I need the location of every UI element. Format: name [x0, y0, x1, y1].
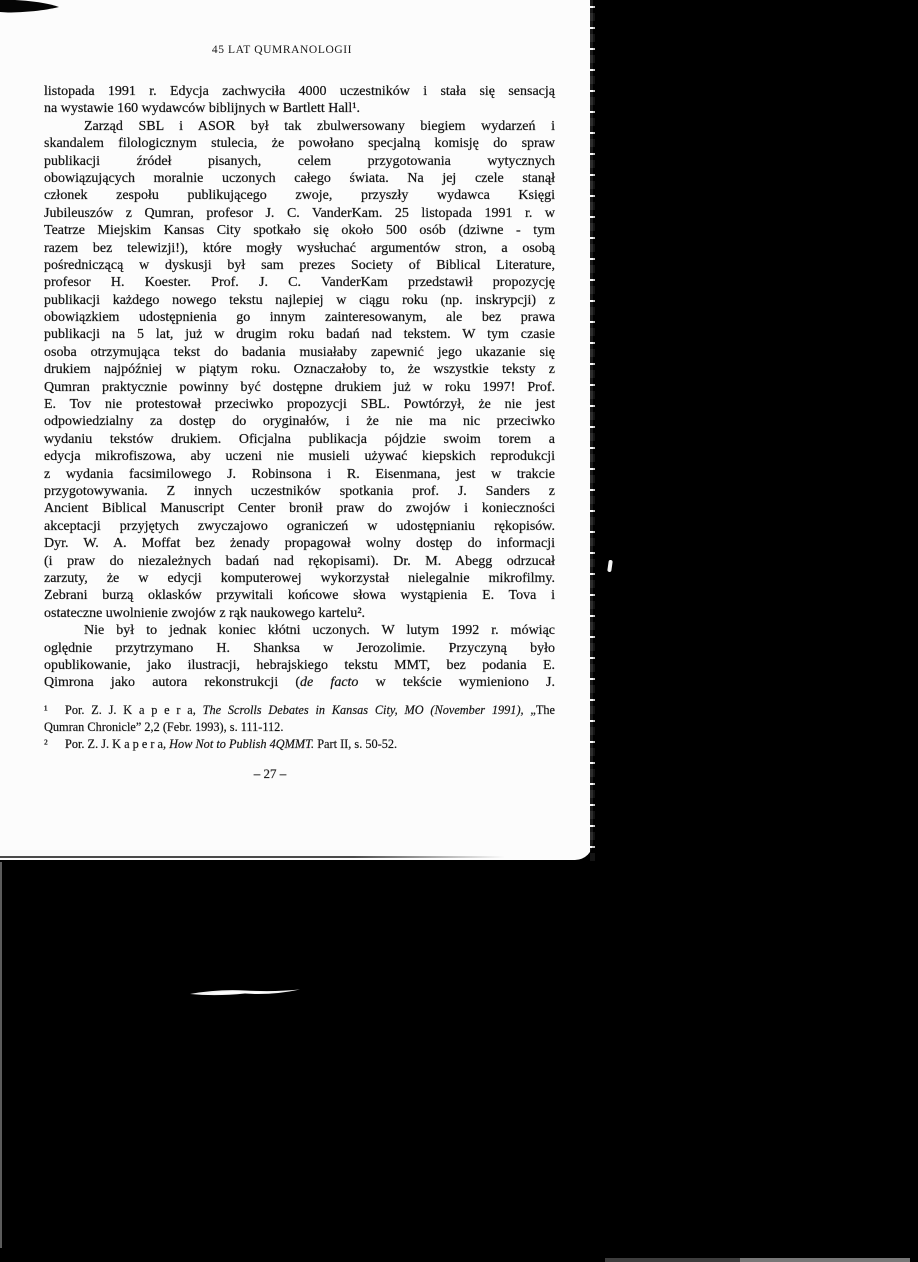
scan-artifact-left-edge-line — [0, 862, 2, 1248]
text-line: publikacji na 5 lat, już w drugim roku badań nad tekstem. W tym czasie — [44, 327, 555, 343]
text-line: skandalem filologicznym stulecia, że powołano specjalną komisję do spraw — [44, 136, 555, 152]
text-line: ostateczne uwolnienie zwojów z rąk naukowego kartelu². — [44, 605, 366, 621]
text-line: Qimrona jako autora rekonstrukcji (de facto w tekście wymieniono J. — [44, 675, 555, 691]
text-line: Zarząd SBL i ASOR był tak zbulwersowany biegiem wydarzeń i — [84, 118, 555, 134]
text-line: Zebrani burzą oklasków przywitali końcowe słowa wystąpienia E. Tova i — [44, 588, 555, 604]
text-line: Qumran praktycznie powinny być dostępne drukiem już w roku 1997! Prof. — [44, 379, 555, 395]
footnotes — [44, 703, 555, 754]
text-line: edycja mikrofiszowa, aby uczeni nie musieli używać kiepskich reprodukcji — [44, 449, 555, 465]
text-line: z wydania facsimilowego J. Robinsona i R. Eisenmana, jest w trakcie — [44, 466, 555, 482]
text-line: profesor H. Koester. Prof. J. C. VanderKam przedstawił propozycję — [44, 275, 555, 291]
text-line: na wystawie 160 wydawców biblijnych w Bartlett Hall¹. — [44, 101, 361, 117]
scan-artifact-bottom-strip-dark — [605, 1258, 740, 1262]
scan-artifact-wedge — [0, 0, 62, 14]
text-line: opublikowanie, jako ilustracji, hebrajskiego tekstu MMT, bez podania E. — [44, 657, 555, 673]
scan-artifact-bottom-strip-light — [740, 1258, 910, 1262]
text-line: ¹ Por. Z. J. K a p e r a, The Scrolls Debates in Kansas City, MO (November 1991), „The — [44, 703, 555, 717]
text-line: odpowiedzialny za dostęp do oryginałów, i że nie ma nic przeciwko — [44, 414, 555, 430]
text-line: ² Por. Z. J. K a p e r a, How Not to Publish 4QMMT. Part II, s. 50-52. — [44, 737, 398, 751]
text-line: Jubileuszów z Qumran, profesor J. C. VanderKam. 25 listopada 1991 r. w — [44, 205, 555, 221]
text-line: drukiem najpóźniej w piątym roku. Oznaczałoby to, że wszystkie teksty z — [44, 362, 555, 378]
text-line: Nie był to jednak koniec kłótni uczonych. W lutym 1992 r. mówiąc — [84, 623, 555, 639]
text-line: obowiązkiem udostępnienia go innym zainteresowanym, ale bez prawa — [44, 310, 555, 326]
text-line: razem bez telewizji!), które mogły wysłuchać argumentów stron, a osobą — [44, 240, 555, 256]
text-line: przygotowywania. Z innych uczestników spotkania prof. J. Sanders z — [44, 483, 555, 499]
text-line: oględnie przytrzymano H. Shanksa w Jerozolimie. Przyczyną było — [44, 640, 555, 656]
page — [0, 0, 593, 860]
text-line: publikacji źródeł pisanych, celem przygotowania wytycznych — [44, 153, 555, 169]
text-line: zarzuty, że w edycji komputerowej wykorzystał nielegalnie mikrofilmy. — [44, 570, 555, 586]
footnote-marker: ¹ — [44, 703, 48, 717]
scan-artifact-edge-noise — [590, 0, 595, 861]
footnote-marker: ² — [44, 737, 48, 751]
page-header: 45 LAT QUMRANOLOGII — [211, 44, 353, 56]
text-line: akceptacji przyjętych zwyczajowo ograniczeń w udostępnianiu rękopisów. — [44, 518, 555, 534]
scan-artifact-scratch — [190, 987, 300, 997]
scan-artifact-white-tick — [607, 560, 613, 572]
text-line: listopada 1991 r. Edycja zachwyciła 4000 uczestników i stała się sensacją — [44, 84, 555, 99]
scan-artifact-bottom-edge-line — [0, 856, 505, 858]
text-line: Teatrze Miejskim Kansas City spotkało się około 500 osób (dziwne - tym — [44, 223, 555, 239]
text-line: (i praw do niezależnych badań nad rękopisami). Dr. M. Abegg odrzucał — [44, 553, 555, 569]
body-text — [44, 84, 555, 693]
text-line: członek zespołu publikującego zwoje, przyszły wydawca Księgi — [44, 188, 555, 204]
page-number: – 27 – — [253, 766, 287, 781]
text-line: obowiązujących moralnie uczonych całego świata. Na jej czele stanął — [44, 170, 555, 186]
text-line: E. Tov nie protestował przeciwko propozycji SBL. Powtórzył, że nie jest — [44, 397, 555, 413]
text-line: wydaniu tekstów drukiem. Oficjalna publikacja pójdzie swoim torem a — [44, 431, 555, 447]
text-line: publikacji każdego nowego tekstu najlepiej w ciągu roku (np. inskrypcji) z — [44, 292, 555, 308]
text-line: Qumran Chronicle” 2,2 (Febr. 1993), s. 111-112. — [44, 720, 284, 734]
text-line: osoba otrzymująca tekst do badania musiałaby zapewnić jego ukazanie się — [44, 344, 555, 360]
text-line: pośredniczącą w dyskusji był sam prezes Society of Biblical Literature, — [44, 257, 555, 273]
text-line: Dyr. W. A. Moffat bez żenady propagował wolny dostęp do informacji — [44, 536, 555, 552]
text-line: Ancient Biblical Manuscript Center bronił praw do zwojów i konieczności — [44, 501, 555, 517]
